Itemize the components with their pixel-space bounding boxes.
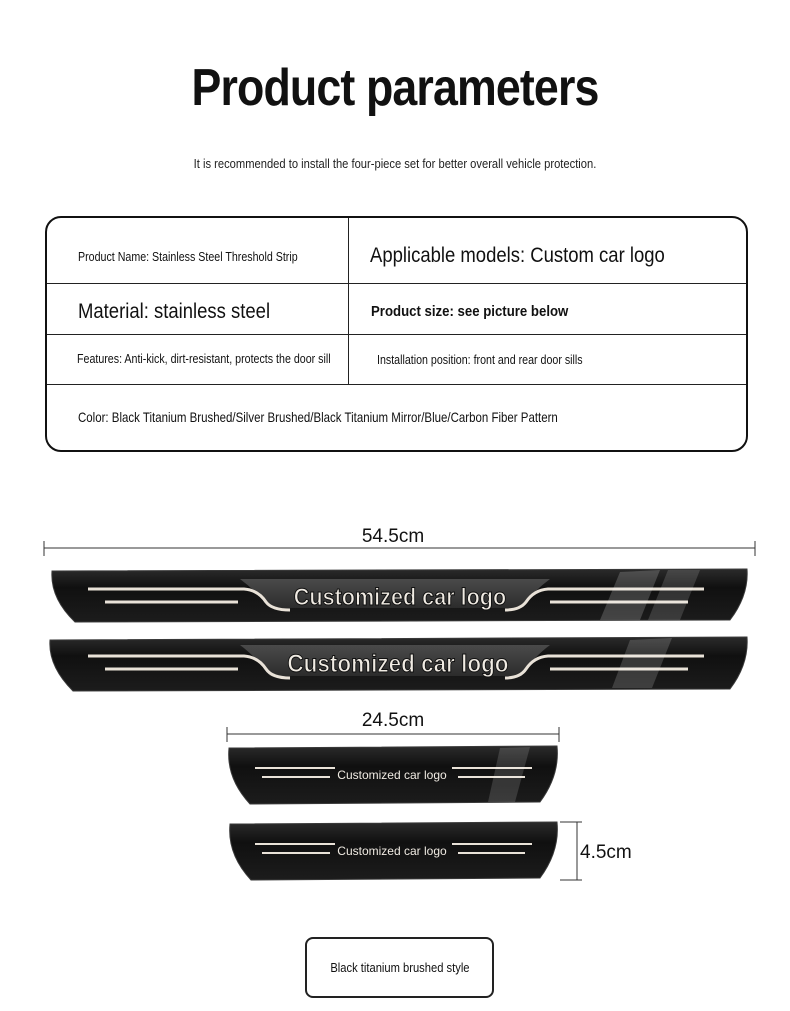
color-cell: Color: Black Titanium Brushed/Silver Brushed/Black Titanium Mirror/Blue/Carbon Fiber Pattern (78, 409, 558, 425)
long-strip-2 (50, 637, 747, 691)
short-strip-2 (230, 822, 558, 880)
short-strip-1 (229, 746, 558, 804)
short-strip-length-label: 24.5cm (361, 710, 425, 731)
long-strip-2-logo-text: Customized car logo (287, 649, 509, 679)
product-size-cell: Product size: see picture below (371, 303, 569, 320)
material-cell: Material: stainless steel (78, 300, 271, 323)
applicable-models-cell: Applicable models: Custom car logo (370, 244, 665, 267)
long-strip-length-label: 54.5cm (361, 526, 425, 547)
style-label-button[interactable] (305, 937, 494, 998)
installation-cell: Installation position: front and rear door sills (377, 352, 583, 367)
strip-height-label: 4.5cm (580, 842, 632, 863)
short-dimension-line (227, 727, 559, 742)
long-strip-1 (52, 569, 747, 622)
long-dimension-line (44, 541, 755, 556)
height-dimension-line (560, 822, 582, 880)
style-label-text: Black titanium brushed style (329, 960, 470, 975)
long-strip-1-logo-text: Customized car logo (293, 582, 507, 611)
page-subtitle: It is recommended to install the four-piece set for better overall vehicle protection. (193, 156, 597, 171)
features-cell: Features: Anti-kick, dirt-resistant, protects the door sill (77, 351, 331, 366)
short-strip-1-logo-text: Customized car logo (337, 768, 447, 782)
page-title: Product parameters (191, 59, 599, 117)
product-name-cell: Product Name: Stainless Steel Threshold Strip (78, 249, 298, 264)
short-strip-2-logo-text: Customized car logo (337, 844, 447, 858)
